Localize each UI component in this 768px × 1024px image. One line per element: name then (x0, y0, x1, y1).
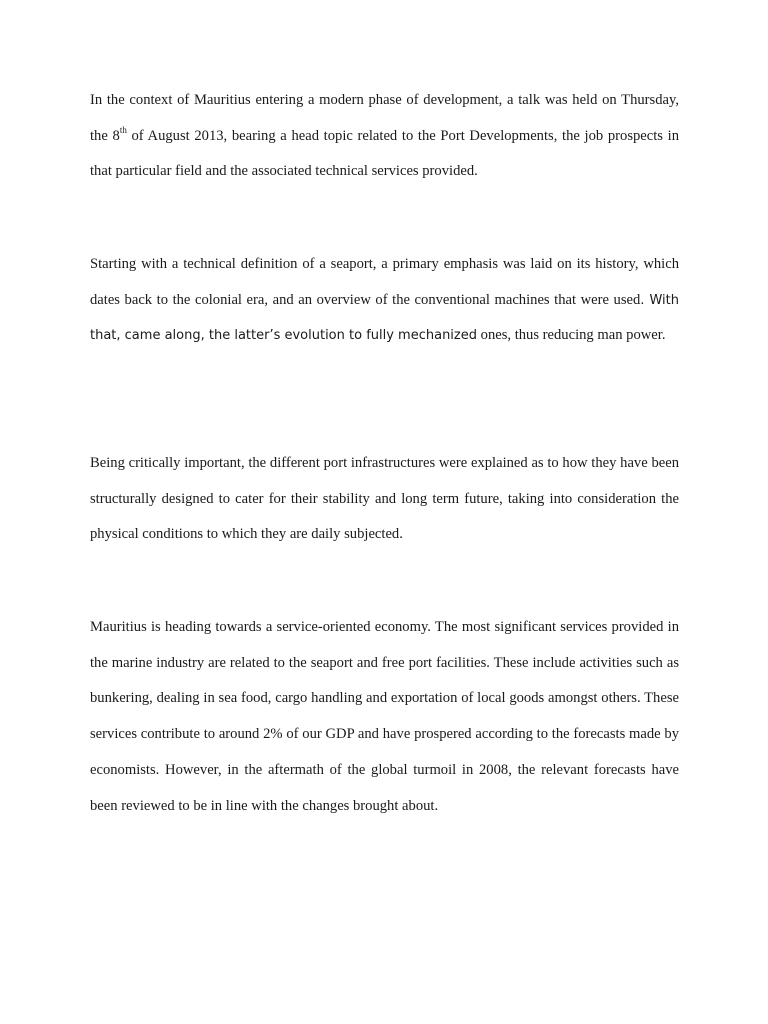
paragraph-seaport-history (90, 247, 679, 354)
paragraph-seaport-history-text-c: ones, thus reducing man power. (477, 327, 666, 344)
paragraph-intro (90, 83, 679, 190)
paragraph-infrastructure: Being critically important, the different port infrastructures were explained as to how they have been structurally designed to cater for their stability and long term future, taking into consideration the physical conditions to which they are daily subjected. (90, 455, 679, 543)
ordinal-suffix: th (119, 124, 127, 135)
paragraph-seaport-history-text-a: Starting with a technical definition of a seaport, a primary emphasis was laid on its history, which dates back to the colonial era, and an overview of the conventional machines that were used (90, 256, 679, 308)
paragraph-seaport-history-text-b: . With that, came along, the latter’s evolution to fully mechanized (90, 292, 679, 344)
paragraph-intro-text-end: of August 2013, bearing a head topic related to the Port Developments, the job prospects in that particular field and the associated technical services provided. (90, 127, 680, 180)
paragraph-service-economy: Mauritius is heading towards a service-oriented economy. The most significant services provided in the marine industry are related to the seaport and free port facilities. These include activities such as bunkering, dealing in sea food, cargo handling and exportation of local goods amongst others. These services contribute to around 2% of our GDP and have prospered according to the forecasts made by economists. However, in the aftermath of the global turmoil in 2008, the relevant forecasts have been reviewed to be in line with the changes brought about. (90, 619, 679, 814)
paragraph-intro-text-start: In the context of Mauritius entering a modern phase of development, a talk was held on Thursday, the 8 (90, 92, 679, 144)
